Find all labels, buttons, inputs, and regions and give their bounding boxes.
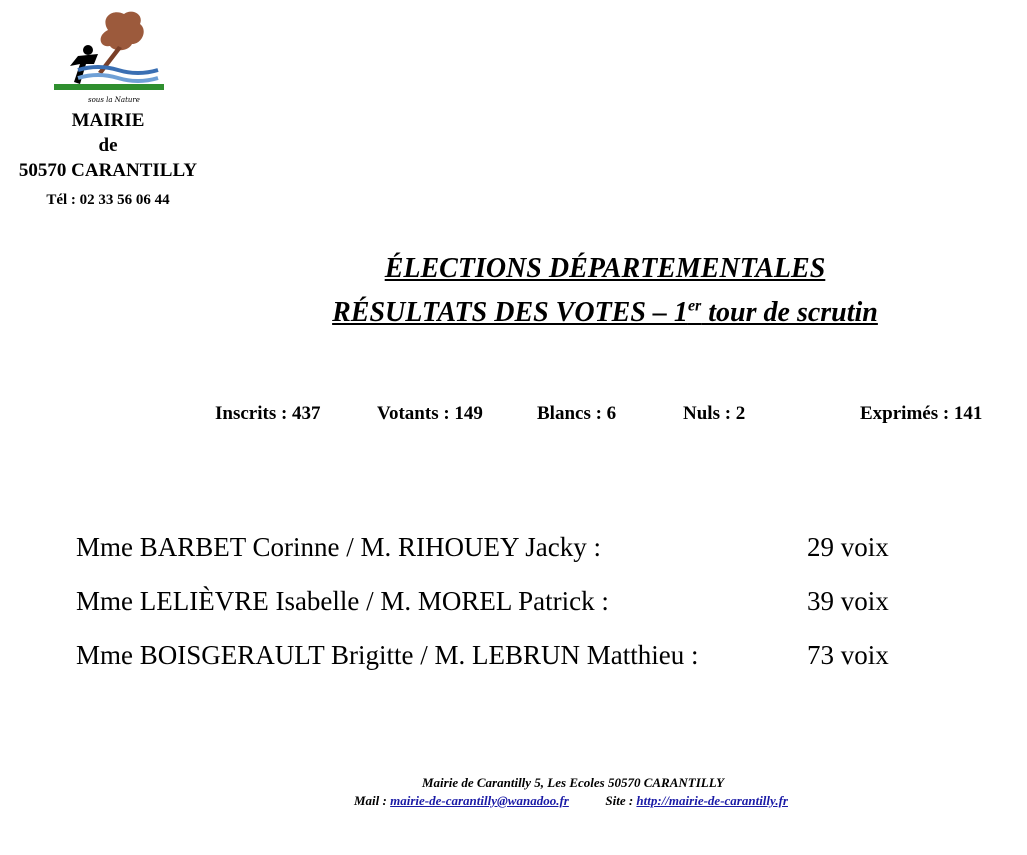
mairie-town: 50570 CARANTILLY bbox=[18, 160, 198, 181]
town-logo bbox=[48, 8, 168, 108]
document-subtitle: RÉSULTATS DES VOTES – 1er tour de scrutin bbox=[332, 297, 878, 328]
logo-caption: sous la Nature bbox=[88, 96, 140, 104]
document-title: ÉLECTIONS DÉPARTEMENTALES bbox=[384, 253, 826, 284]
mail-link[interactable]: mairie-de-carantilly@wanadoo.fr bbox=[390, 793, 569, 808]
footer-contact bbox=[354, 793, 788, 809]
result-candidates: Mme BARBET Corinne / M. RIHOUEY Jacky : bbox=[76, 532, 601, 562]
mail-label: Mail : bbox=[354, 793, 391, 808]
superscript: er bbox=[687, 297, 702, 315]
site-label: Site : bbox=[605, 793, 637, 808]
result-votes: 73 voix bbox=[807, 640, 889, 670]
stat-votants: Votants : 149 bbox=[377, 403, 483, 424]
mairie-header bbox=[0, 108, 216, 183]
stat-exprimes: Exprimés : 141 bbox=[860, 403, 983, 424]
phone-number: Tél : 02 33 56 06 44 bbox=[46, 192, 170, 208]
result-votes: 39 voix bbox=[807, 586, 889, 616]
result-candidates: Mme LELIÈVRE Isabelle / M. MOREL Patrick : bbox=[76, 586, 609, 616]
stat-nuls: Nuls : 2 bbox=[683, 403, 746, 424]
site-link[interactable]: http://mairie-de-carantilly.fr bbox=[636, 793, 788, 808]
mairie-de: de bbox=[98, 135, 118, 156]
result-candidates: Mme BOISGERAULT Brigitte / M. LEBRUN Matthieu : bbox=[76, 640, 699, 670]
footer-address: Mairie de Carantilly 5, Les Ecoles 50570 CARANTILLY bbox=[422, 775, 725, 790]
stat-blancs: Blancs : 6 bbox=[537, 403, 617, 424]
result-votes: 29 voix bbox=[807, 532, 889, 562]
mairie-label: MAIRIE bbox=[71, 110, 145, 131]
stat-inscrits: Inscrits : 437 bbox=[215, 403, 321, 424]
